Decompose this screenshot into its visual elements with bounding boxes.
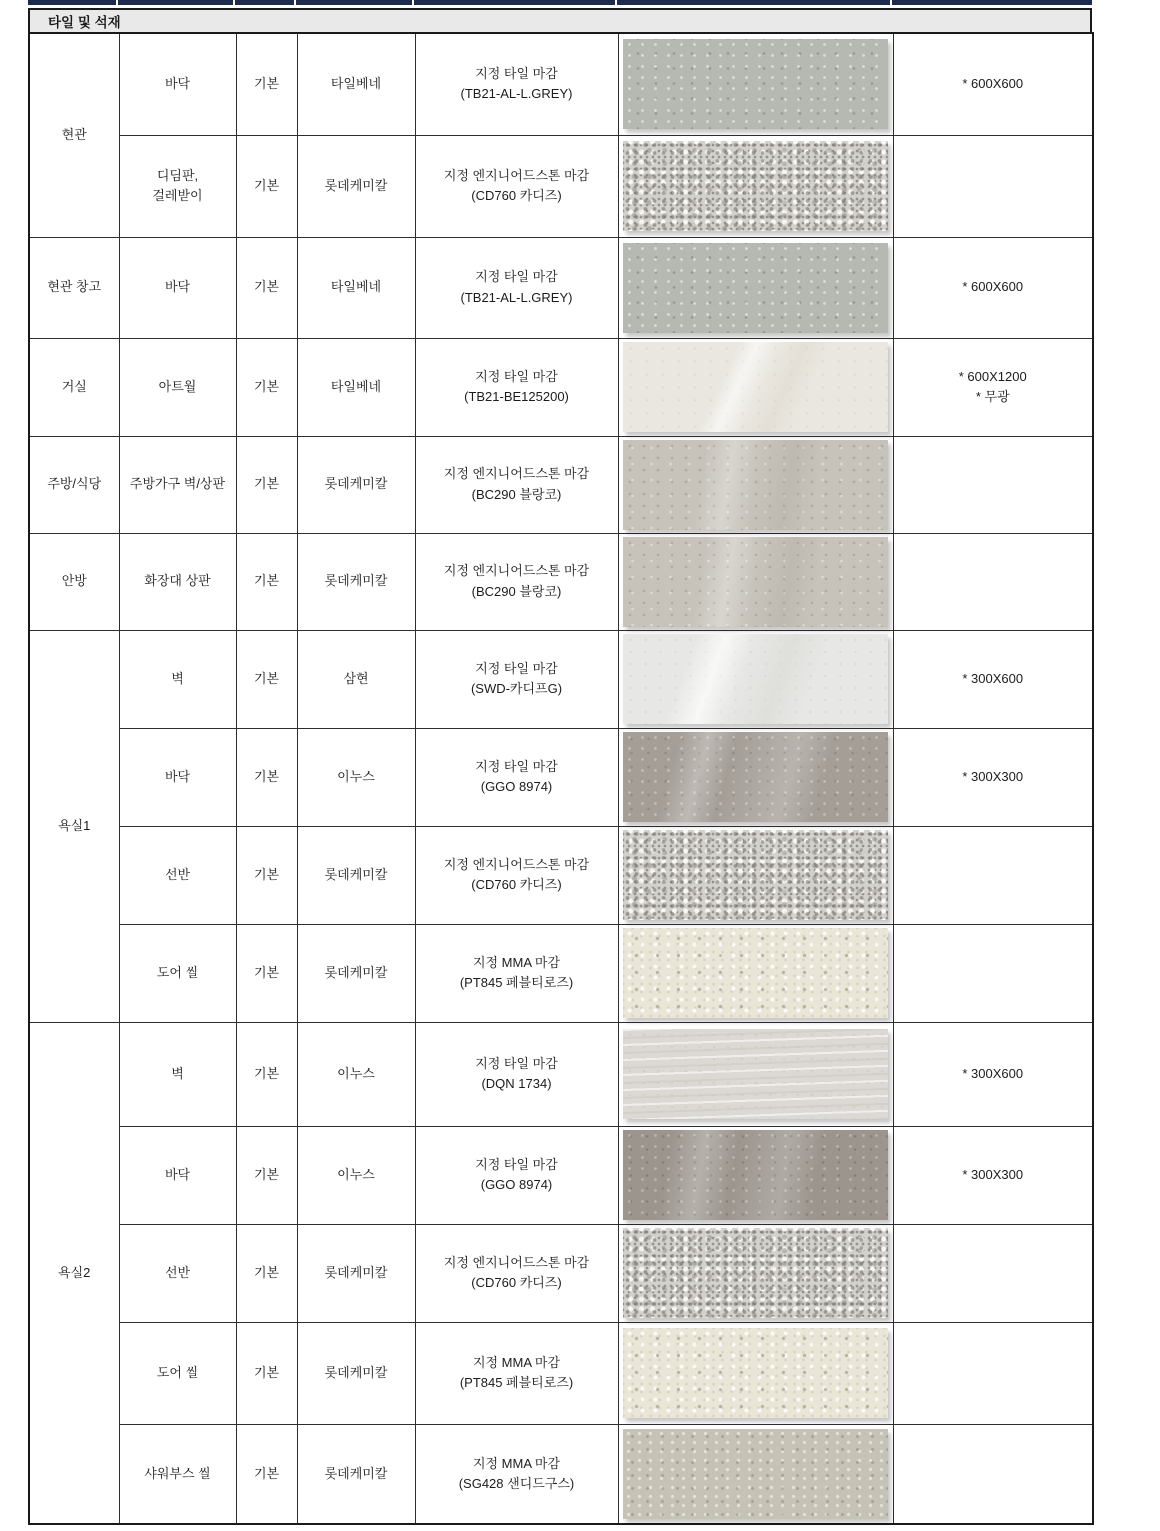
material-swatch [623, 928, 888, 1018]
notes-cell [893, 1224, 1093, 1322]
spec-cell: 지정 타일 마감 (TB21-AL-L.GREY) [415, 33, 618, 135]
spec-cell: 지정 MMA 마감 (PT845 페블티로즈) [415, 1322, 618, 1424]
part-cell: 주방가구 벽/상판 [119, 436, 236, 533]
table-row [29, 1022, 1093, 1126]
grade-cell: 기본 [236, 1424, 297, 1524]
notes-cell [893, 826, 1093, 924]
grade-cell: 기본 [236, 1126, 297, 1224]
grade-cell: 기본 [236, 924, 297, 1022]
material-swatch [623, 39, 888, 129]
brand-cell: 이누스 [297, 1022, 415, 1126]
table-row [29, 436, 1093, 533]
spec-cell: 지정 타일 마감 (SWD-카디프G) [415, 630, 618, 728]
swatch-cell [618, 1322, 893, 1424]
material-swatch [623, 141, 888, 231]
swatch-cell [618, 924, 893, 1022]
material-swatch [623, 634, 888, 724]
brand-cell: 타일베네 [297, 33, 415, 135]
table-row [29, 1322, 1093, 1424]
grade-cell: 기본 [236, 630, 297, 728]
material-swatch [623, 1029, 888, 1119]
grade-cell: 기본 [236, 436, 297, 533]
brand-cell: 롯데케미칼 [297, 436, 415, 533]
material-swatch [623, 243, 888, 333]
spec-cell: 지정 타일 마감 (DQN 1734) [415, 1022, 618, 1126]
swatch-cell [618, 436, 893, 533]
finish-spec-table [28, 32, 1094, 1525]
material-swatch [623, 1130, 888, 1220]
notes-cell [893, 533, 1093, 630]
grade-cell: 기본 [236, 1022, 297, 1126]
grade-cell: 기본 [236, 728, 297, 826]
grade-cell: 기본 [236, 237, 297, 338]
swatch-cell [618, 1022, 893, 1126]
part-cell: 바닥 [119, 33, 236, 135]
brand-cell: 롯데케미칼 [297, 1424, 415, 1524]
brand-cell: 이누스 [297, 728, 415, 826]
notes-cell: * 300X300 [893, 1126, 1093, 1224]
table-row [29, 135, 1093, 237]
material-swatch [623, 830, 888, 920]
brand-cell: 롯데케미칼 [297, 1322, 415, 1424]
table-row [29, 630, 1093, 728]
room-cell [29, 533, 119, 630]
part-cell: 샤워부스 씰 [119, 1424, 236, 1524]
table-row [29, 338, 1093, 436]
swatch-cell [618, 728, 893, 826]
part-cell: 벽 [119, 630, 236, 728]
brand-cell: 타일베네 [297, 237, 415, 338]
brand-cell: 롯데케미칼 [297, 533, 415, 630]
room-label: 욕실2 [58, 1264, 91, 1280]
notes-cell [893, 1424, 1093, 1524]
part-cell: 화장대 상판 [119, 533, 236, 630]
material-swatch [623, 1228, 888, 1318]
swatch-cell [618, 1424, 893, 1524]
grade-cell: 기본 [236, 533, 297, 630]
room-label: 주방/식당 [47, 476, 102, 492]
table-row [29, 237, 1093, 338]
part-cell: 선반 [119, 826, 236, 924]
material-swatch [623, 342, 888, 432]
notes-cell: * 600X600 [893, 237, 1093, 338]
part-cell: 아트월 [119, 338, 236, 436]
spec-cell: 지정 타일 마감 (TB21-AL-L.GREY) [415, 237, 618, 338]
spec-cell: 지정 엔지니어드스톤 마감 (BC290 블랑코) [415, 533, 618, 630]
room-label: 안방 [61, 573, 87, 589]
table-row [29, 924, 1093, 1022]
notes-cell [893, 135, 1093, 237]
part-cell: 도어 씰 [119, 924, 236, 1022]
brand-cell: 이누스 [297, 1126, 415, 1224]
table-row [29, 1424, 1093, 1524]
material-swatch [623, 1429, 888, 1519]
grade-cell: 기본 [236, 1322, 297, 1424]
material-swatch [623, 537, 888, 627]
room-label: 욕실1 [58, 817, 91, 833]
swatch-cell [618, 237, 893, 338]
swatch-cell [618, 1224, 893, 1322]
room-cell [29, 237, 119, 338]
swatch-cell [618, 338, 893, 436]
material-swatch [623, 732, 888, 822]
room-cell [29, 1022, 119, 1524]
section-title: 타일 및 석재 [48, 15, 121, 30]
brand-cell: 롯데케미칼 [297, 826, 415, 924]
room-label: 거실 [61, 378, 87, 394]
brand-cell: 타일베네 [297, 338, 415, 436]
spec-cell: 지정 타일 마감 (GGO 8974) [415, 728, 618, 826]
part-cell: 바닥 [119, 237, 236, 338]
table-row [29, 533, 1093, 630]
notes-cell: * 600X600 [893, 33, 1093, 135]
previous-table-bottom-edge [28, 0, 1092, 5]
part-cell: 바닥 [119, 728, 236, 826]
table-row [29, 728, 1093, 826]
brand-cell: 롯데케미칼 [297, 924, 415, 1022]
table-row [29, 1126, 1093, 1224]
room-cell [29, 436, 119, 533]
notes-cell [893, 436, 1093, 533]
spec-cell: 지정 타일 마감 (TB21-BE125200) [415, 338, 618, 436]
material-swatch [623, 1328, 888, 1418]
grade-cell: 기본 [236, 338, 297, 436]
brand-cell: 롯데케미칼 [297, 135, 415, 237]
part-cell: 선반 [119, 1224, 236, 1322]
grade-cell: 기본 [236, 826, 297, 924]
swatch-cell [618, 135, 893, 237]
notes-cell: * 300X600 [893, 630, 1093, 728]
room-label: 현관 [61, 127, 87, 143]
grade-cell: 기본 [236, 135, 297, 237]
spec-cell: 지정 엔지니어드스톤 마감 (BC290 블랑코) [415, 436, 618, 533]
spec-cell: 지정 엔지니어드스톤 마감 (CD760 카디즈) [415, 135, 618, 237]
swatch-cell [618, 630, 893, 728]
section-header [28, 8, 1092, 34]
part-cell: 벽 [119, 1022, 236, 1126]
part-cell: 바닥 [119, 1126, 236, 1224]
part-cell: 디딤판, 걸레받이 [119, 135, 236, 237]
spec-cell: 지정 엔지니어드스톤 마감 (CD760 카디즈) [415, 1224, 618, 1322]
room-cell [29, 338, 119, 436]
brand-cell: 롯데케미칼 [297, 1224, 415, 1322]
room-cell [29, 630, 119, 1022]
table-row [29, 826, 1093, 924]
swatch-cell [618, 33, 893, 135]
grade-cell: 기본 [236, 1224, 297, 1322]
table-row [29, 33, 1093, 135]
swatch-cell [618, 826, 893, 924]
part-cell: 도어 씰 [119, 1322, 236, 1424]
spec-cell: 지정 엔지니어드스톤 마감 (CD760 카디즈) [415, 826, 618, 924]
grade-cell: 기본 [236, 33, 297, 135]
material-swatch [623, 440, 888, 530]
room-label: 현관 창고 [47, 279, 102, 295]
notes-cell [893, 1322, 1093, 1424]
room-cell [29, 33, 119, 237]
table-row [29, 1224, 1093, 1322]
spec-cell: 지정 MMA 마감 (PT845 페블티로즈) [415, 924, 618, 1022]
swatch-cell [618, 533, 893, 630]
notes-cell: * 300X300 [893, 728, 1093, 826]
brand-cell: 삼현 [297, 630, 415, 728]
notes-cell [893, 924, 1093, 1022]
swatch-cell [618, 1126, 893, 1224]
spec-cell: 지정 타일 마감 (GGO 8974) [415, 1126, 618, 1224]
spec-cell: 지정 MMA 마감 (SG428 샌디드구스) [415, 1424, 618, 1524]
notes-cell: * 600X1200 * 무광 [893, 338, 1093, 436]
notes-cell: * 300X600 [893, 1022, 1093, 1126]
